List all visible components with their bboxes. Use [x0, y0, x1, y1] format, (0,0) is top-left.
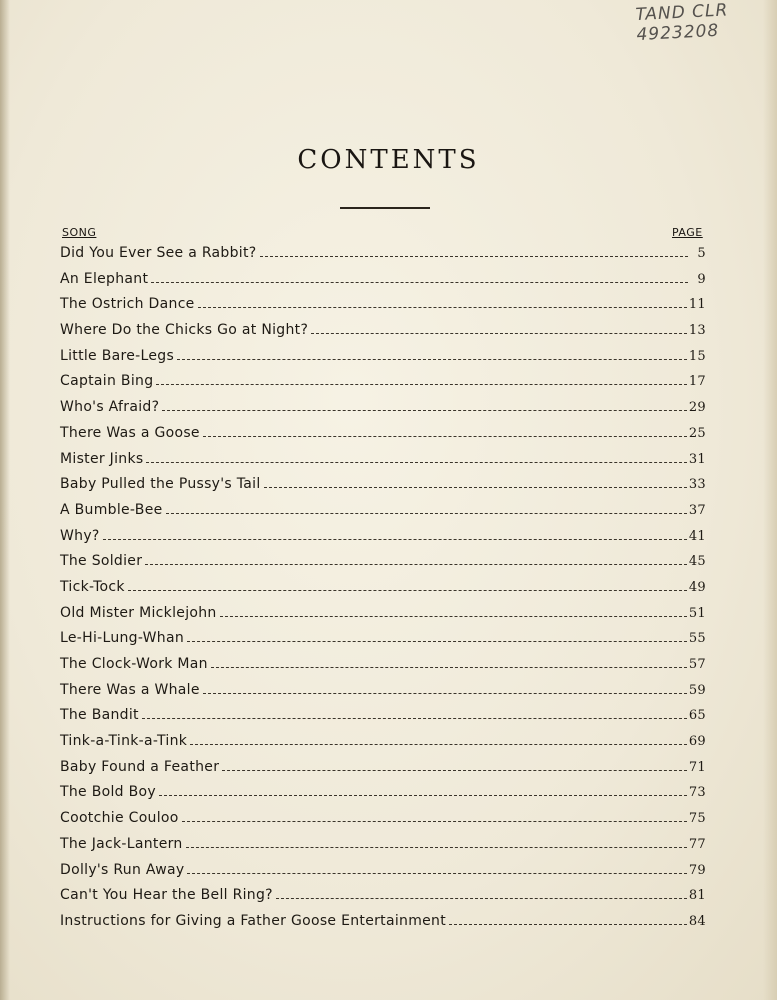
toc-entry-page: 57 — [688, 657, 706, 672]
toc-entry-page: 15 — [688, 348, 706, 364]
toc-entry-page: 31 — [688, 451, 706, 467]
toc-entry — [60, 626, 706, 652]
dot-leader — [162, 410, 687, 411]
toc-entry-page: 81 — [688, 888, 706, 904]
toc-entry-title: There Was a Goose — [60, 424, 200, 441]
toc-entry — [60, 549, 706, 575]
dot-leader — [311, 333, 687, 334]
toc-entry-title: Instructions for Giving a Father Goose Entertainment — [60, 912, 447, 929]
toc-entry-page: 11 — [688, 297, 706, 313]
toc-entry — [60, 755, 706, 781]
toc-entry — [60, 678, 706, 704]
toc-entry-title: Did You Ever See a Rabbit? — [60, 245, 257, 261]
toc-entry — [60, 832, 706, 858]
toc-entry — [60, 729, 706, 755]
dot-leader — [190, 744, 687, 745]
toc-entry — [60, 703, 706, 729]
page-title: CONTENTS — [297, 145, 480, 175]
dot-leader — [186, 847, 687, 848]
toc-entry-title: Le-Hi-Lung-Whan — [60, 630, 185, 647]
toc-entry-page: 49 — [688, 579, 706, 595]
dot-leader — [156, 384, 686, 385]
toc-entry-title: Why? — [60, 527, 100, 544]
toc-entry-page: 51 — [688, 605, 706, 621]
toc-entry — [60, 883, 706, 909]
toc-entry-page: 69 — [688, 734, 706, 750]
toc-entry-title: Tink-a-Tink-a-Tink — [60, 733, 188, 750]
toc-entry — [60, 369, 706, 395]
toc-entry-title: Tick-Tock — [60, 578, 125, 595]
dot-leader — [220, 616, 687, 617]
dot-leader — [211, 667, 687, 668]
toc-entry-title: Cootchie Couloo — [60, 810, 179, 827]
toc-entry — [60, 909, 706, 935]
toc-entry-page: 9 — [697, 271, 706, 287]
toc-entry-title: An Elephant — [60, 270, 149, 287]
toc-entry-page: 29 — [688, 400, 706, 416]
toc-entry-page: 79 — [688, 862, 706, 878]
dot-leader — [203, 436, 687, 437]
dot-leader — [159, 795, 687, 796]
dot-leader — [203, 693, 687, 694]
toc-entry — [60, 472, 706, 498]
dot-leader — [145, 564, 687, 565]
toc-entry-page: 13 — [688, 323, 706, 339]
toc-entry-title: Who's Afraid? — [60, 399, 160, 416]
dot-leader — [276, 898, 687, 899]
toc-entry — [60, 267, 706, 293]
toc-entry — [60, 318, 706, 344]
toc-entry — [60, 601, 706, 627]
toc-entry-page: 5 — [697, 246, 706, 261]
toc-entry-title: Old Mister Micklejohn — [60, 604, 217, 621]
dot-leader — [177, 359, 687, 360]
dot-leader — [264, 487, 687, 488]
toc-entry-title: The Jack-Lantern — [60, 835, 183, 852]
toc-entry-page: 73 — [688, 785, 706, 801]
toc-entry — [60, 498, 706, 524]
dot-leader — [103, 539, 687, 540]
toc-entry-title: Baby Found a Feather — [60, 758, 220, 775]
title-divider — [340, 207, 430, 209]
dot-leader — [128, 590, 687, 591]
toc-entry-title: The Bold Boy — [60, 784, 156, 801]
toc-entry-title: Dolly's Run Away — [60, 861, 185, 878]
column-header-page: PAGE — [672, 226, 703, 239]
toc-entry — [60, 780, 706, 806]
toc-entry-page: 17 — [688, 374, 706, 390]
toc-entry-title: The Ostrich Dance — [60, 296, 195, 313]
toc-entry — [60, 344, 706, 370]
dot-leader — [260, 256, 688, 257]
toc-entry-title: There Was a Whale — [60, 681, 200, 698]
toc-entry-page: 71 — [688, 759, 706, 775]
toc-entry-page: 33 — [688, 477, 706, 493]
toc-entry-title: The Clock-Work Man — [60, 656, 208, 672]
toc-entry — [60, 447, 706, 473]
handwritten-annotation — [635, 0, 757, 45]
table-of-contents — [60, 241, 706, 935]
toc-entry-title: The Bandit — [60, 707, 139, 724]
dot-leader — [142, 718, 687, 719]
toc-entry-title: Can't You Hear the Bell Ring? — [60, 887, 273, 904]
column-header-song: SONG — [62, 226, 97, 239]
toc-entry-title: The Soldier — [60, 553, 143, 570]
toc-entry-page: 75 — [688, 811, 706, 827]
annotation-line-1: TAND CLR — [635, 0, 729, 26]
toc-entry-page: 59 — [688, 682, 706, 698]
dot-leader — [166, 513, 687, 514]
dot-leader — [151, 282, 688, 283]
toc-entry — [60, 421, 706, 447]
toc-entry-page: 37 — [688, 502, 706, 518]
toc-entry-title: Captain Bing — [60, 373, 154, 390]
toc-entry-page: 41 — [688, 528, 706, 544]
annotation-line-2: 4923208 — [636, 20, 720, 46]
toc-entry-page: 55 — [688, 631, 706, 647]
toc-entry-title: Mister Jinks — [60, 450, 144, 467]
dot-leader — [449, 924, 687, 925]
toc-entry — [60, 395, 706, 421]
toc-entry-title: A Bumble-Bee — [60, 501, 163, 518]
toc-entry-title: Where Do the Chicks Go at Night? — [60, 322, 309, 339]
toc-entry-title: Little Bare-Legs — [60, 347, 175, 364]
toc-entry — [60, 652, 706, 678]
toc-entry-page: 45 — [688, 554, 706, 570]
dot-leader — [146, 462, 686, 463]
toc-entry-page: 84 — [688, 913, 706, 929]
dot-leader — [187, 641, 687, 642]
toc-entry — [60, 292, 706, 318]
toc-entry-page: 65 — [688, 708, 706, 724]
toc-entry-title: Baby Pulled the Pussy's Tail — [60, 476, 261, 493]
toc-entry — [60, 575, 706, 601]
toc-entry-page: 25 — [688, 425, 706, 441]
toc-entry — [60, 858, 706, 884]
dot-leader — [182, 821, 687, 822]
dot-leader — [187, 873, 686, 874]
toc-entry — [60, 806, 706, 832]
toc-entry — [60, 241, 706, 267]
toc-entry-page: 77 — [688, 836, 706, 852]
dot-leader — [222, 770, 687, 771]
toc-entry — [60, 524, 706, 550]
dot-leader — [198, 307, 687, 308]
